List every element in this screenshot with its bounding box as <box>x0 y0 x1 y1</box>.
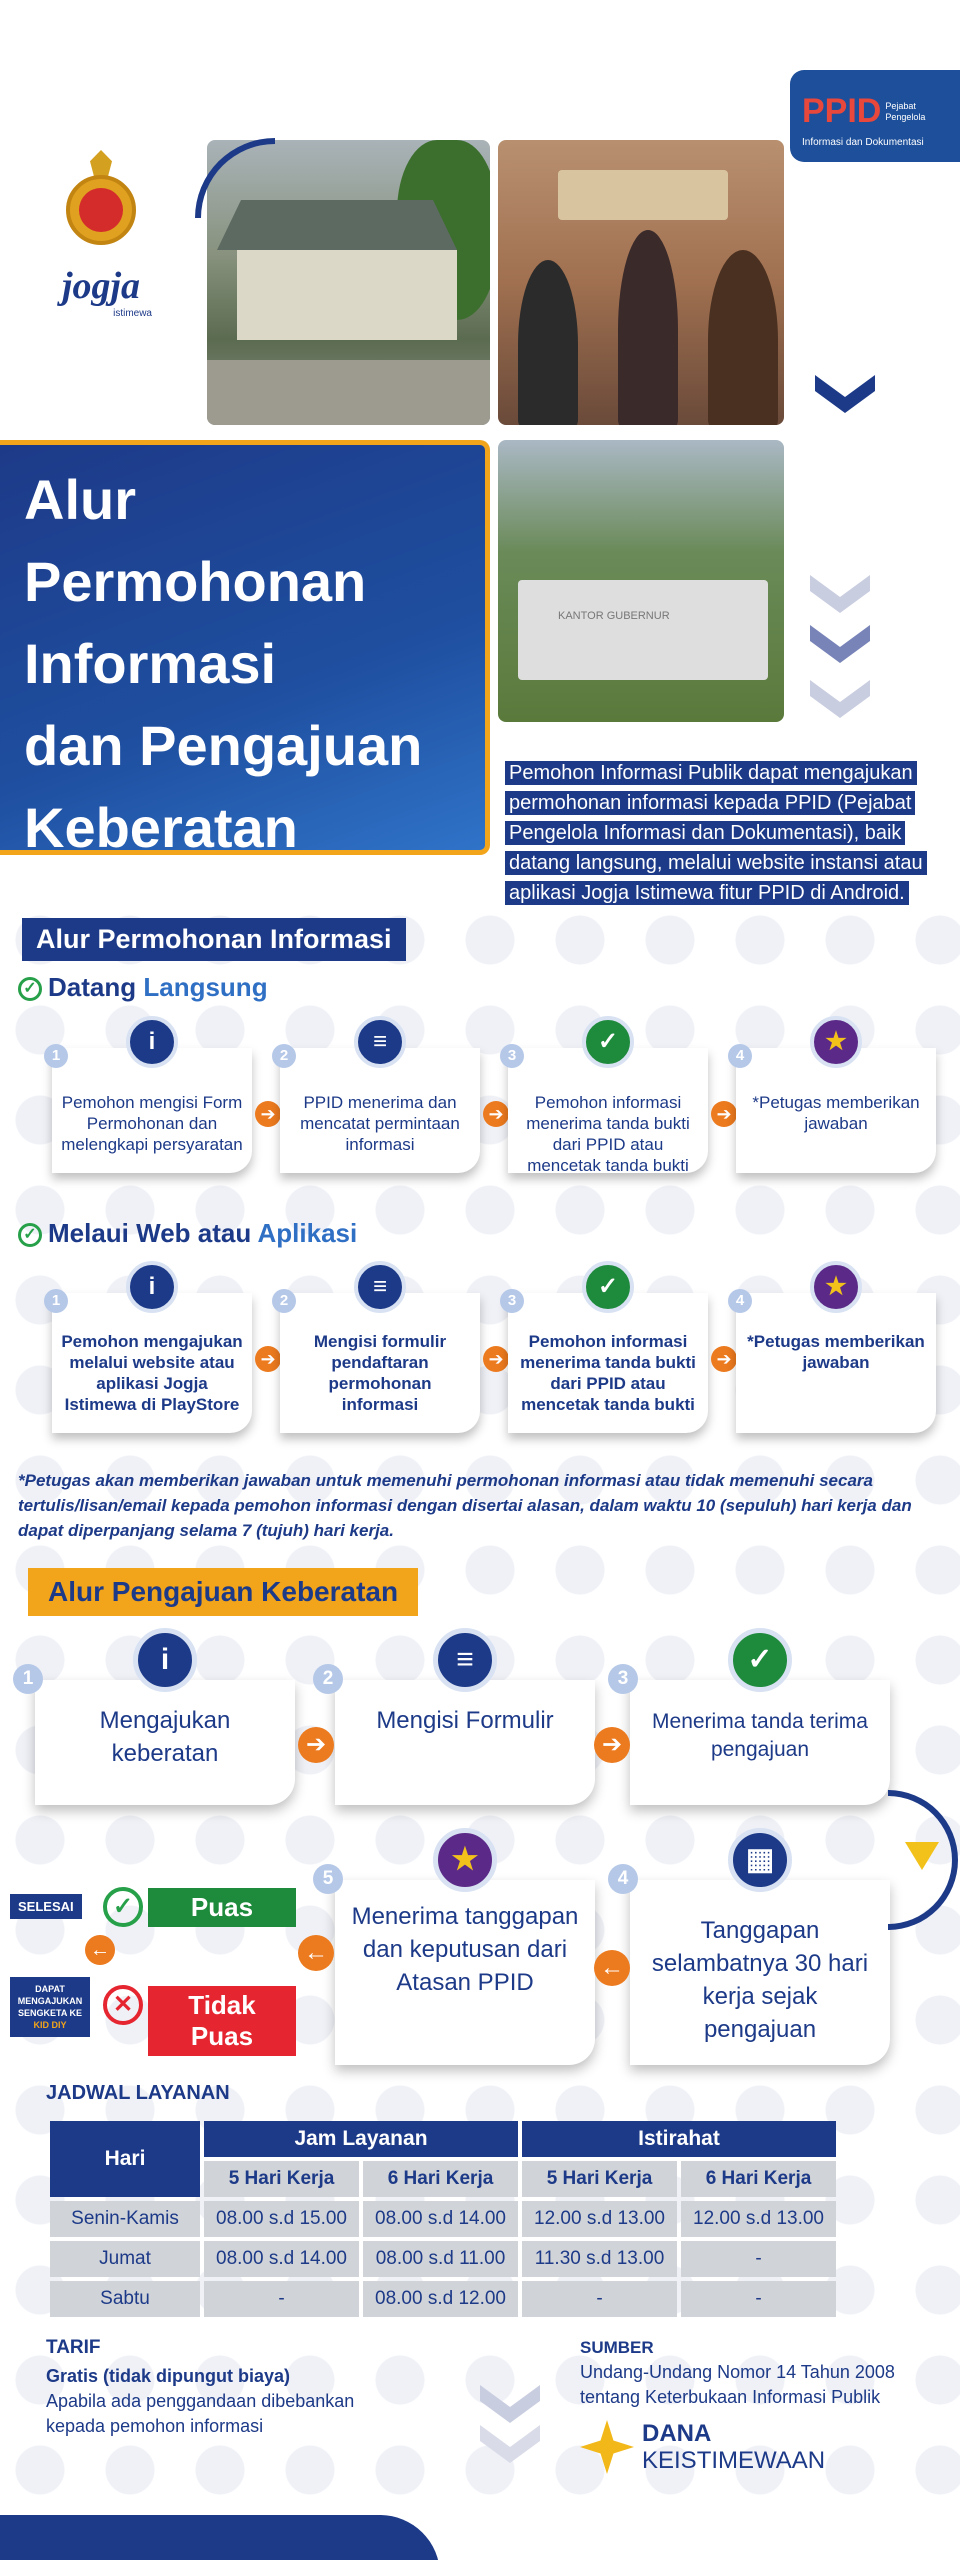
title-line: Keberatan <box>24 796 298 859</box>
table-row <box>50 2281 836 2317</box>
ppid-logo <box>790 70 960 162</box>
footer-bar <box>0 2515 440 2560</box>
title-line: Permohonan <box>24 550 367 613</box>
tarif-text: Apabila ada penggandaan dibebankan kepada pemohon informasi <box>46 2391 355 2436</box>
table-row <box>50 2201 836 2237</box>
table-cell: - <box>681 2281 836 2317</box>
check-icon: ✓ <box>582 1261 634 1313</box>
star-icon: ★ <box>810 1016 862 1068</box>
arrow-right-icon: ➔ <box>483 1101 509 1127</box>
table-cell: 12.00 s.d 13.00 <box>522 2201 677 2237</box>
arrow-right-icon: ➔ <box>711 1101 737 1127</box>
arrow-down-icon <box>905 1842 939 1870</box>
table-cell: 08.00 s.d 14.00 <box>204 2241 359 2277</box>
keberatan-step: 2 ≡ Mengisi Formulir <box>335 1680 595 1805</box>
table-cell: - <box>522 2281 677 2317</box>
sengketa-badge: DAPAT MENGAJUKAN SENGKETA KE KID DIY <box>10 1977 90 2037</box>
table-cell: 12.00 s.d 13.00 <box>681 2201 836 2237</box>
table-cell: Sabtu <box>50 2281 200 2317</box>
table-cell: 08.00 s.d 11.00 <box>363 2241 518 2277</box>
flow-step: 2 ≡ Mengisi formulir pendaftaran permohonan informasi <box>280 1293 480 1433</box>
table-cell: 08.00 s.d 15.00 <box>204 2201 359 2237</box>
check-icon: ✓ <box>18 1223 42 1247</box>
title-line: Informasi <box>24 632 277 695</box>
dana-logo-icon <box>580 2420 634 2474</box>
table-header: Hari <box>50 2121 200 2197</box>
tarif-block <box>46 2335 406 2439</box>
jogja-wordmark: jogja <box>61 265 141 307</box>
table-subheader: 6 Hari Kerja <box>681 2161 836 2197</box>
table-header: Jam Layanan <box>204 2121 518 2157</box>
title-line: dan Pengajuan <box>24 714 423 777</box>
tarif-bold: Gratis (tidak dipungut biaya) <box>46 2366 291 2386</box>
arrow-left-icon: ← <box>594 1950 630 1986</box>
jogja-logo <box>36 150 166 319</box>
photo-sign-text: KANTOR GUBERNUR <box>558 610 670 622</box>
chevron-icon <box>810 680 870 720</box>
table-subheader: 5 Hari Kerja <box>204 2161 359 2197</box>
jogja-subtitle: istimewa <box>113 308 152 319</box>
table-cell: - <box>204 2281 359 2317</box>
table-cell: 08.00 s.d 14.00 <box>363 2201 518 2237</box>
ppid-subtitle: Informasi dan Dokumentasi <box>802 137 924 148</box>
arrow-right-icon: ➔ <box>483 1346 509 1372</box>
flow-step: 1 i Pemohon mengajukan melalui website atau aplikasi Jogja Istimewa di PlayStore <box>52 1293 252 1433</box>
flow-step: 4 ★ *Petugas memberikan jawaban <box>736 1048 936 1173</box>
subheader-web: ✓ Melaui Web atau Aplikasi <box>18 1218 357 1249</box>
dana-line2: KEISTIMEWAAN <box>642 2447 826 2474</box>
chevron-icon <box>815 375 875 415</box>
arrow-right-icon: ➔ <box>298 1727 334 1763</box>
sumber-block <box>580 2335 940 2410</box>
tarif-title: TARIF <box>46 2337 101 2358</box>
sumber-title: SUMBER <box>580 2338 654 2357</box>
dana-line1: DANA <box>642 2420 712 2447</box>
arrow-right-icon: ➔ <box>255 1346 281 1372</box>
keberatan-step: 4 ▦ Tanggapan selambatnya 30 hari kerja sejak pengajuan <box>630 1880 890 2065</box>
tidak-puas-label: Tidak Puas <box>148 1986 296 2056</box>
check-icon: ✓ <box>18 977 42 1001</box>
table-subheader: 6 Hari Kerja <box>363 2161 518 2197</box>
info-icon: i <box>126 1261 178 1313</box>
jadwal-table <box>46 2117 840 2321</box>
keberatan-step: 5 ★ Menerima tanggapan dan keputusan dari Atasan PPID <box>335 1880 595 2065</box>
check-icon: ✓ <box>728 1628 792 1692</box>
intro-paragraph: Pemohon Informasi Publik dapat mengajukan permohonan informasi kepada PPID (Pejabat Pengelola Informasi dan Dokumentasi), baik datang langsung, melalui website instansi atau aplikasi Jogja Istimewa fitur PPID di Android. <box>505 758 945 908</box>
table-row <box>50 2241 836 2277</box>
title-line: Alur <box>24 468 136 531</box>
document-icon: ≡ <box>354 1261 406 1313</box>
arrow-right-icon: ➔ <box>255 1101 281 1127</box>
dana-logo <box>580 2420 825 2474</box>
chevron-icon <box>810 575 870 615</box>
close-icon: ✕ <box>103 1985 143 2025</box>
photo-kantor-gubernur <box>498 440 784 722</box>
selesai-badge: SELESAI <box>10 1894 82 1919</box>
arrow-left-icon: ← <box>85 1935 115 1965</box>
check-icon: ✓ <box>103 1887 143 1927</box>
keberatan-step: 3 ✓ Menerima tanda terima pengajuan <box>630 1680 890 1805</box>
table-cell: 08.00 s.d 12.00 <box>363 2281 518 2317</box>
table-cell: Senin-Kamis <box>50 2201 200 2237</box>
arrow-right-icon: ➔ <box>711 1346 737 1372</box>
document-icon: ≡ <box>433 1628 497 1692</box>
ppid-small-text: Pejabat Pengelola <box>885 100 926 122</box>
calendar-icon: ▦ <box>728 1828 792 1892</box>
keberatan-step: 1 i Mengajukan keberatan <box>35 1680 295 1805</box>
flow-step: 3 ✓ Pemohon informasi menerima tanda bukti dari PPID atau mencetak tanda bukti <box>508 1293 708 1433</box>
emblem-icon <box>60 150 142 260</box>
section-header-keberatan: Alur Pengajuan Keberatan <box>28 1568 418 1616</box>
info-icon: i <box>133 1628 197 1692</box>
info-icon: i <box>126 1016 178 1068</box>
main-title <box>0 440 490 859</box>
section-header-permohonan: Alur Permohonan Informasi <box>22 918 406 961</box>
arrow-left-icon: ← <box>298 1935 334 1971</box>
chevron-icon <box>810 625 870 665</box>
flow-step: 4 ★ *Petugas memberikan jawaban <box>736 1293 936 1433</box>
table-cell: 11.30 s.d 13.00 <box>522 2241 677 2277</box>
table-header: Istirahat <box>522 2121 836 2157</box>
star-icon: ★ <box>810 1261 862 1313</box>
table-subheader: 5 Hari Kerja <box>522 2161 677 2197</box>
check-icon: ✓ <box>582 1016 634 1068</box>
flow-step: 3 ✓ Pemohon informasi menerima tanda bukti dari PPID atau mencetak tanda bukti <box>508 1048 708 1173</box>
document-icon: ≡ <box>354 1016 406 1068</box>
table-cell: - <box>681 2241 836 2277</box>
sumber-text: Undang-Undang Nomor 14 Tahun 2008 tentang Keterbukaan Informasi Publik <box>580 2362 895 2407</box>
flow-step: 1 i Pemohon mengisi Form Permohonan dan melengkapi persyaratan <box>52 1048 252 1173</box>
puas-label: Puas <box>148 1888 296 1927</box>
table-cell: Jumat <box>50 2241 200 2277</box>
permohonan-note: *Petugas akan memberikan jawaban untuk memenuhi permohonan informasi atau tidak memenuhi secara tertulis/lisan/email kepada pemohon informasi dengan disertai alasan, dalam waktu 10 (sepuluh) hari kerja dan dapat diperpanjang selama 7 (tujuh) hari kerja. <box>18 1471 912 1540</box>
subheader-datang: ✓ Datang Langsung <box>18 972 268 1003</box>
jadwal-title: JADWAL LAYANAN <box>46 2082 230 2104</box>
star-icon: ★ <box>433 1828 497 1892</box>
flow-step: 2 ≡ PPID menerima dan mencatat permintaan informasi <box>280 1048 480 1173</box>
photo-office-people <box>498 140 784 425</box>
ppid-wordmark: PPID <box>802 92 882 130</box>
arrow-right-icon: ➔ <box>594 1727 630 1763</box>
